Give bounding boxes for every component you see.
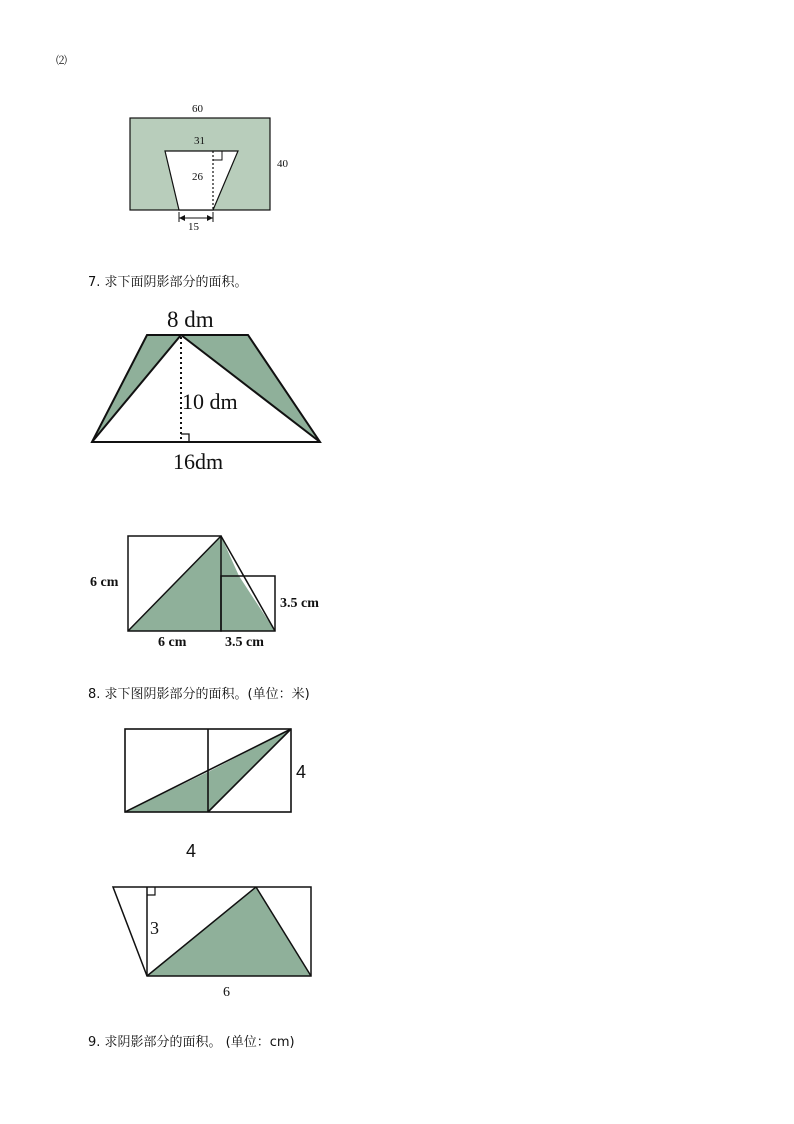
fig2-height-label: 10 dm — [182, 389, 238, 414]
fig1-trap-top-label: 31 — [194, 135, 205, 147]
fig1-right-label: 40 — [277, 158, 288, 170]
fig1-top-label: 60 — [192, 103, 203, 115]
section-marker: ⑵ — [56, 54, 67, 67]
right-angle-mark — [147, 887, 155, 895]
fig5-height-label: 3 — [150, 918, 159, 938]
fig3-left-label: 6 cm — [90, 575, 119, 590]
fig1-bottom-label: 15 — [188, 221, 199, 233]
fig2-top-label: 8 dm — [167, 307, 214, 332]
question-8: 8. 求下图阴影部分的面积。(单位：米) — [88, 687, 310, 702]
fig4-right-label: 4 — [296, 762, 307, 782]
question-9: 9. 求阴影部分的面积。 (单位：cm) — [88, 1035, 295, 1050]
fig4-below-label: 4 — [186, 841, 197, 861]
fig5-bottom-label: 6 — [223, 985, 230, 1000]
fig1-height-label: 26 — [192, 171, 203, 183]
fig3-right-label: 3.5 cm — [280, 596, 319, 611]
fig3-bottom-right-label: 3.5 cm — [225, 635, 264, 650]
fig2-bottom-label: 16dm — [173, 449, 224, 474]
fig3-bottom-left-label: 6 cm — [158, 635, 187, 650]
shade-triangle — [147, 887, 311, 976]
question-7: 7. 求下面阴影部分的面积。 — [88, 275, 248, 290]
